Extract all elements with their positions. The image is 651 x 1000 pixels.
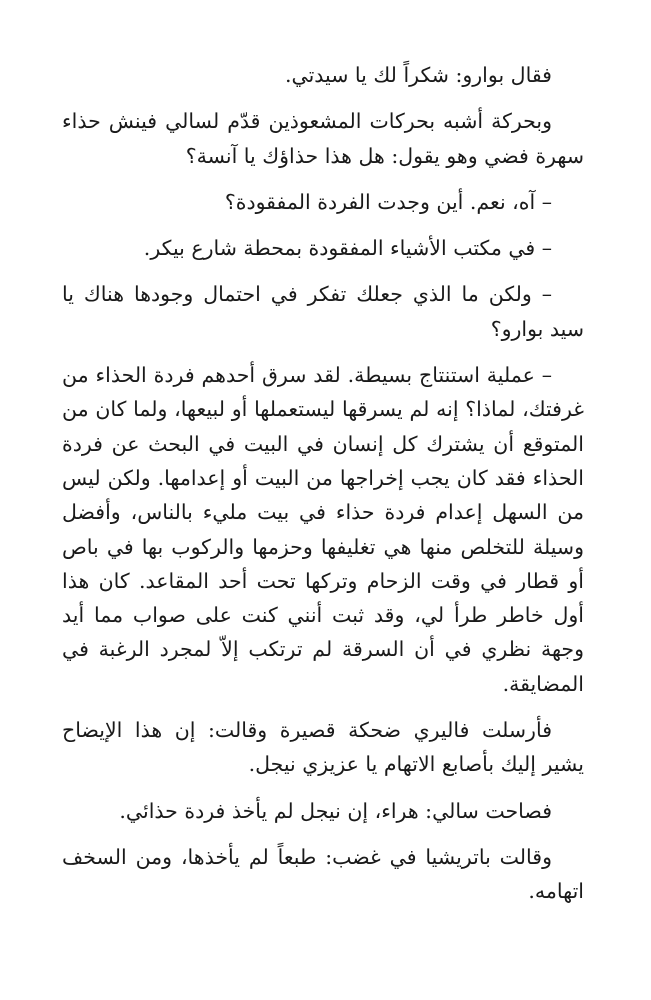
paragraph-dialogue-why-there: – ولكن ما الذي جعلك تفكر في احتمال وجودها هناك يا سيد بوارو؟ [62, 282, 584, 341]
paragraph-silver-shoe: وبحركة أشبه بحركات المشعوذين قدّم لسالي فينش حذاء سهرة فضي وهو يقول: هل هذا حذاؤك يا آنسة؟ [62, 109, 584, 168]
book-page [62, 58, 584, 921]
paragraph-valerie-laugh: فأرسلت فاليري ضحكة قصيرة وقالت: إن هذا الإيضاح يشير إليك بأصابع الاتهام يا عزيزي نيجل. [62, 718, 584, 777]
paragraph-poirot-thanks: فقال بوارو: شكراً لك يا سيدتي. [284, 63, 552, 87]
paragraph-dialogue-lost-property: – في مكتب الأشياء المفقودة بمحطة شارع بيكر. [143, 236, 552, 261]
paragraph-sally-exclaims: فصاحت سالي: هراء، إن نيجل لم يأخذ فردة حذائي. [119, 798, 552, 823]
paragraph-patricia-angry: وقالت باتريشيا في غضب: طبعاً لم يأخذها، ومن السخف اتهامه. [62, 844, 584, 904]
paragraph-deduction: – عملية استنتاج بسيطة. لقد سرق أحدهم فردة الحذاء من غرفتك، لماذا؟ إنه لم يسرقها ليستعملها أو لبيعها، ولما كان من المتوقع أن يشترك كل إنسان في البيت في البحث عن فردة الحذاء فقد كان يجب إخراجها من البيت أو إعدامها. ولكن ليس من السهل إعدام فردة حذاء في بيت مليء بالناس، وأفضل وسيلة للتخلص منها هي تغليفها وحزمها والركوب بها في باص أو قطار في وقت الزحام وتركها تحت أحد المقاعد. كان هذا أول خاطر طرأ لي، وقد ثبت أنني كنت على صواب مما أيد وجهة نظري في أن السرقة لم ترتكب إلاّ لمجرد الرغبة في المضايقة. [62, 363, 584, 696]
paragraph-dialogue-found: – آه، نعم. أين وجدت الفردة المفقودة؟ [224, 189, 552, 214]
